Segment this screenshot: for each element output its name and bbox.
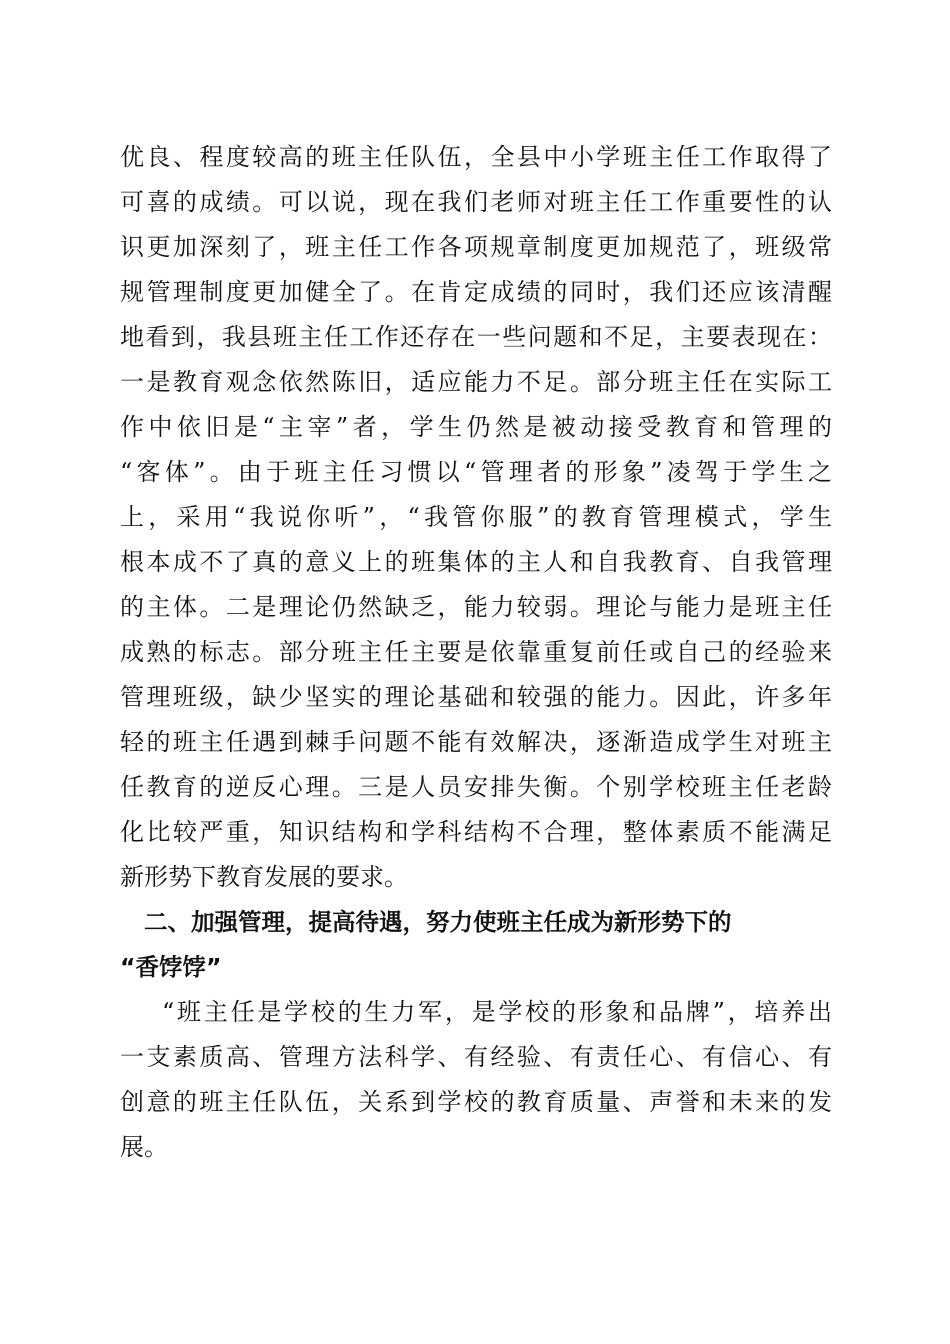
paragraph-line: 规管理制度更加健全了。在肯定成绩的同时，我们还应该清醒 <box>120 278 832 306</box>
paragraph-line: 一是教育观念依然陈旧，适应能力不足。部分班主任在实际工 <box>120 368 832 396</box>
paragraph-line: 根本成不了真的意义上的班集体的主人和自我教育、自我管理 <box>120 548 832 576</box>
paragraph-line: 识更加深刻了，班主任工作各项规章制度更加规范了，班级常 <box>120 233 832 261</box>
paragraph-line: “班主任是学校的生力军，是学校的形象和品牌”，培养出 <box>162 998 832 1026</box>
paragraph-line: 展。 <box>120 1133 168 1161</box>
paragraph-line: 任教育的逆反心理。三是人员安排失衡。个别学校班主任老龄 <box>120 773 832 801</box>
paragraph-line: 的主体。二是理论仍然缺乏，能力较弱。理论与能力是班主任 <box>120 593 832 621</box>
paragraph-line: 地看到，我县班主任工作还存在一些问题和不足，主要表现在： <box>120 323 832 351</box>
paragraph-line: 创意的班主任队伍，关系到学校的教育质量、声誉和未来的发 <box>120 1088 832 1116</box>
section-heading-line: “香饽饽” <box>120 953 222 981</box>
paragraph-line: 成熟的标志。部分班主任主要是依靠重复前任或自己的经验来 <box>120 638 832 666</box>
paragraph-line: 可喜的成绩。可以说，现在我们老师对班主任工作重要性的认 <box>120 188 832 216</box>
paragraph-line: 轻的班主任遇到棘手问题不能有效解决，逐渐造成学生对班主 <box>120 728 832 756</box>
paragraph-line: 上，采用“我说你听”，“我管你服”的教育管理模式，学生 <box>120 503 832 531</box>
paragraph-line: 优良、程度较高的班主任队伍，全县中小学班主任工作取得了 <box>120 143 832 171</box>
paragraph-line: “客体”。由于班主任习惯以“管理者的形象”凌驾于学生之 <box>120 458 832 486</box>
section-heading-line: 二、加强管理，提高待遇，努力使班主任成为新形势下的 <box>144 908 732 936</box>
paragraph-line: 新形势下教育发展的要求。 <box>120 863 408 891</box>
paragraph-line: 一支素质高、管理方法科学、有经验、有责任心、有信心、有 <box>120 1043 832 1071</box>
paragraph-line: 化比较严重，知识结构和学科结构不合理，整体素质不能满足 <box>120 818 832 846</box>
paragraph-line: 管理班级，缺少坚实的理论基础和较强的能力。因此，许多年 <box>120 683 832 711</box>
paragraph-line: 作中依旧是“主宰”者，学生仍然是被动接受教育和管理的 <box>120 413 832 441</box>
